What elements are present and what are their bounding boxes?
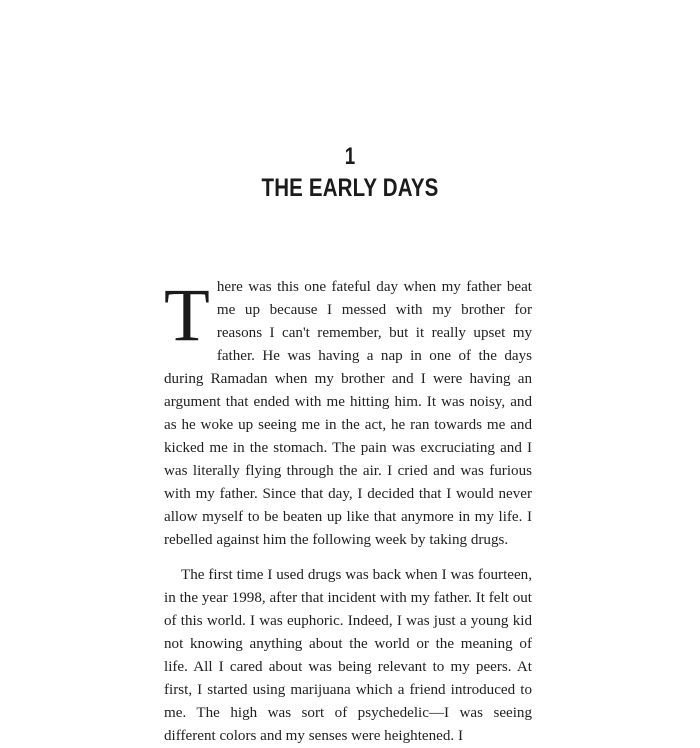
chapter-number: 1 [344,143,356,170]
chapter-title: THE EARLY DAYS [261,174,439,202]
drop-cap: T [164,274,210,357]
paragraph-second: The first time I used drugs was back when I was fourteen, in the year 1998, after that incident with my father. It felt out of this world. I was euphoric. Indeed, I was just a young kid not knowing anything about the world or the meaning of life. All I cared about was being relevant to my peers. At first, I started using marijuana which a friend introduced to me. The high was sort of psychedelic—I was seeing different colors and my senses were heightened. I [164,567,532,744]
chapter-body [164,276,532,748]
paragraph-first [164,276,532,552]
paragraph-first-text: here was this one fateful day when my father beat me up because I messed with my brother for reasons I can't remember, but it really upset my father. He was having a nap in one of the days during Ramadan when my brother and I were having an argument that ended with me hitting him. It was noisy, and as he woke up seeing me in the act, he ran towards me and kicked me in the stomach. The pain was excruciating and I was literally flying through the air. I cried and was furious with my father. Since that day, I decided that I would never allow myself to be beaten up like that anymore in my life. I rebelled against him the following week by taking drugs. [164,279,532,548]
